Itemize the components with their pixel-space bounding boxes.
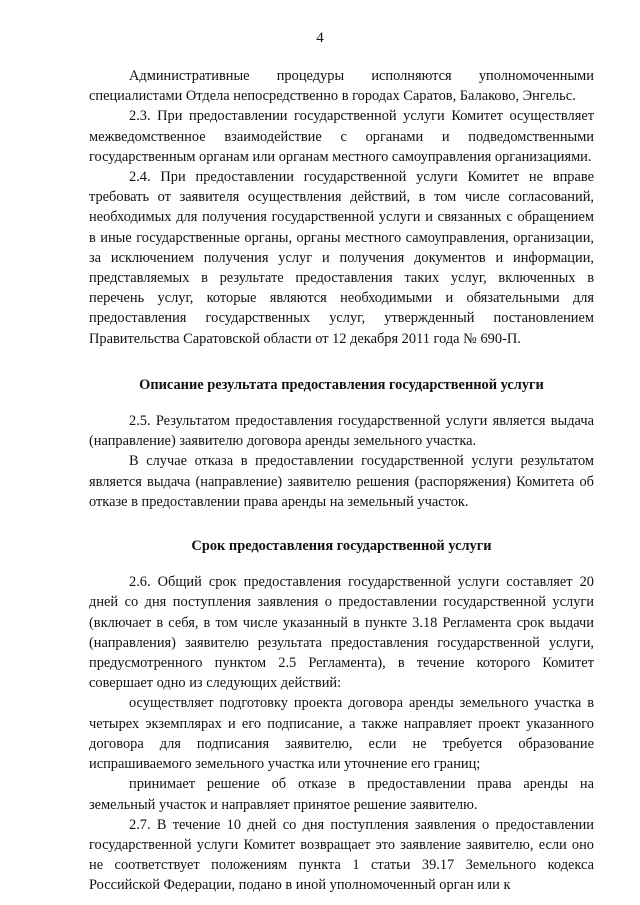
paragraph-2-3: 2.3. При предоставлении государственной услуги Комитет осуществляет межведомственное взаимодействие с органами и подведомственными государственным органам или органам местного самоуправления организациями. xyxy=(89,108,594,165)
paragraph-action-prepare-contract: осуществляет подготовку проекта договора аренды земельного участка в четырех экземплярах и его подписание, а также направляет проект указанного договора для подписания заявителю, если не требуется образование испрашиваемого земельного участка или уточнение его границ; xyxy=(89,695,594,773)
section-heading-term: Срок предоставления государственной услуги xyxy=(191,538,492,555)
section-heading-result: Описание результата предоставления государственной услуги xyxy=(139,376,544,393)
paragraph-action-refusal-decision: принимает решение об отказе в предоставлении права аренды на земельный участок и направляет принятое решение заявителю. xyxy=(89,776,594,813)
paragraph-2-5: 2.5. Результатом предоставления государственной услуги является выдача (направление) заявителю договора аренды земельного участка. xyxy=(89,413,594,450)
page-number: 4 xyxy=(316,30,324,46)
paragraph-refusal-result: В случае отказа в предоставлении государственной услуги результатом является выдача (направление) заявителю решения (распоряжения) Комитета об отказе в предоставлении права аренды на земельный участок. xyxy=(89,453,594,510)
paragraph-2-6: 2.6. Общий срок предоставления государственной услуги составляет 20 дней со дня поступления заявления о предоставлении государственной услуги (включает в себя, в том числе указанный в пункте 3.18 Регламента срок выдачи (направления) заявителю результата предоставления государственной услуги, предусмотренного пунктом 2.5 Регламента), в течение которого Комитет совершает одно из следующих действий: xyxy=(89,574,594,692)
paragraph-2-7: 2.7. В течение 10 дней со дня поступления заявления о предоставлении государственной услуги Комитет возвращает это заявление заявителю, если оно не соответствует положениям пункта 1 статьи 39.17 Земельного кодекса Российской Федерации, подано в иной уполномоченный орган или к xyxy=(89,816,594,894)
paragraph-2-4: 2.4. При предоставлении государственной услуги Комитет не вправе требовать от заявителя осуществления действий, в том числе согласований, необходимых для получения государственной услуги и связанных с обращением в иные государственные органы, органы местного самоуправления, организации, за исключением получения услуг и получения документов и информации, представляемых в результате предоставления таких услуг, включенных в перечень услуг, которые являются необходимыми и обязательными для предоставления государственных услуг, утвержденный постановлением Правительства Саратовской области от 12 декабря 2011 года № 690-П. xyxy=(89,169,594,347)
document-body xyxy=(89,66,594,896)
paragraph-admin-procedures: Административные процедуры исполняются уполномоченными специалистами Отдела непосредственно в городах Саратов, Балаково, Энгельс. xyxy=(89,68,594,105)
